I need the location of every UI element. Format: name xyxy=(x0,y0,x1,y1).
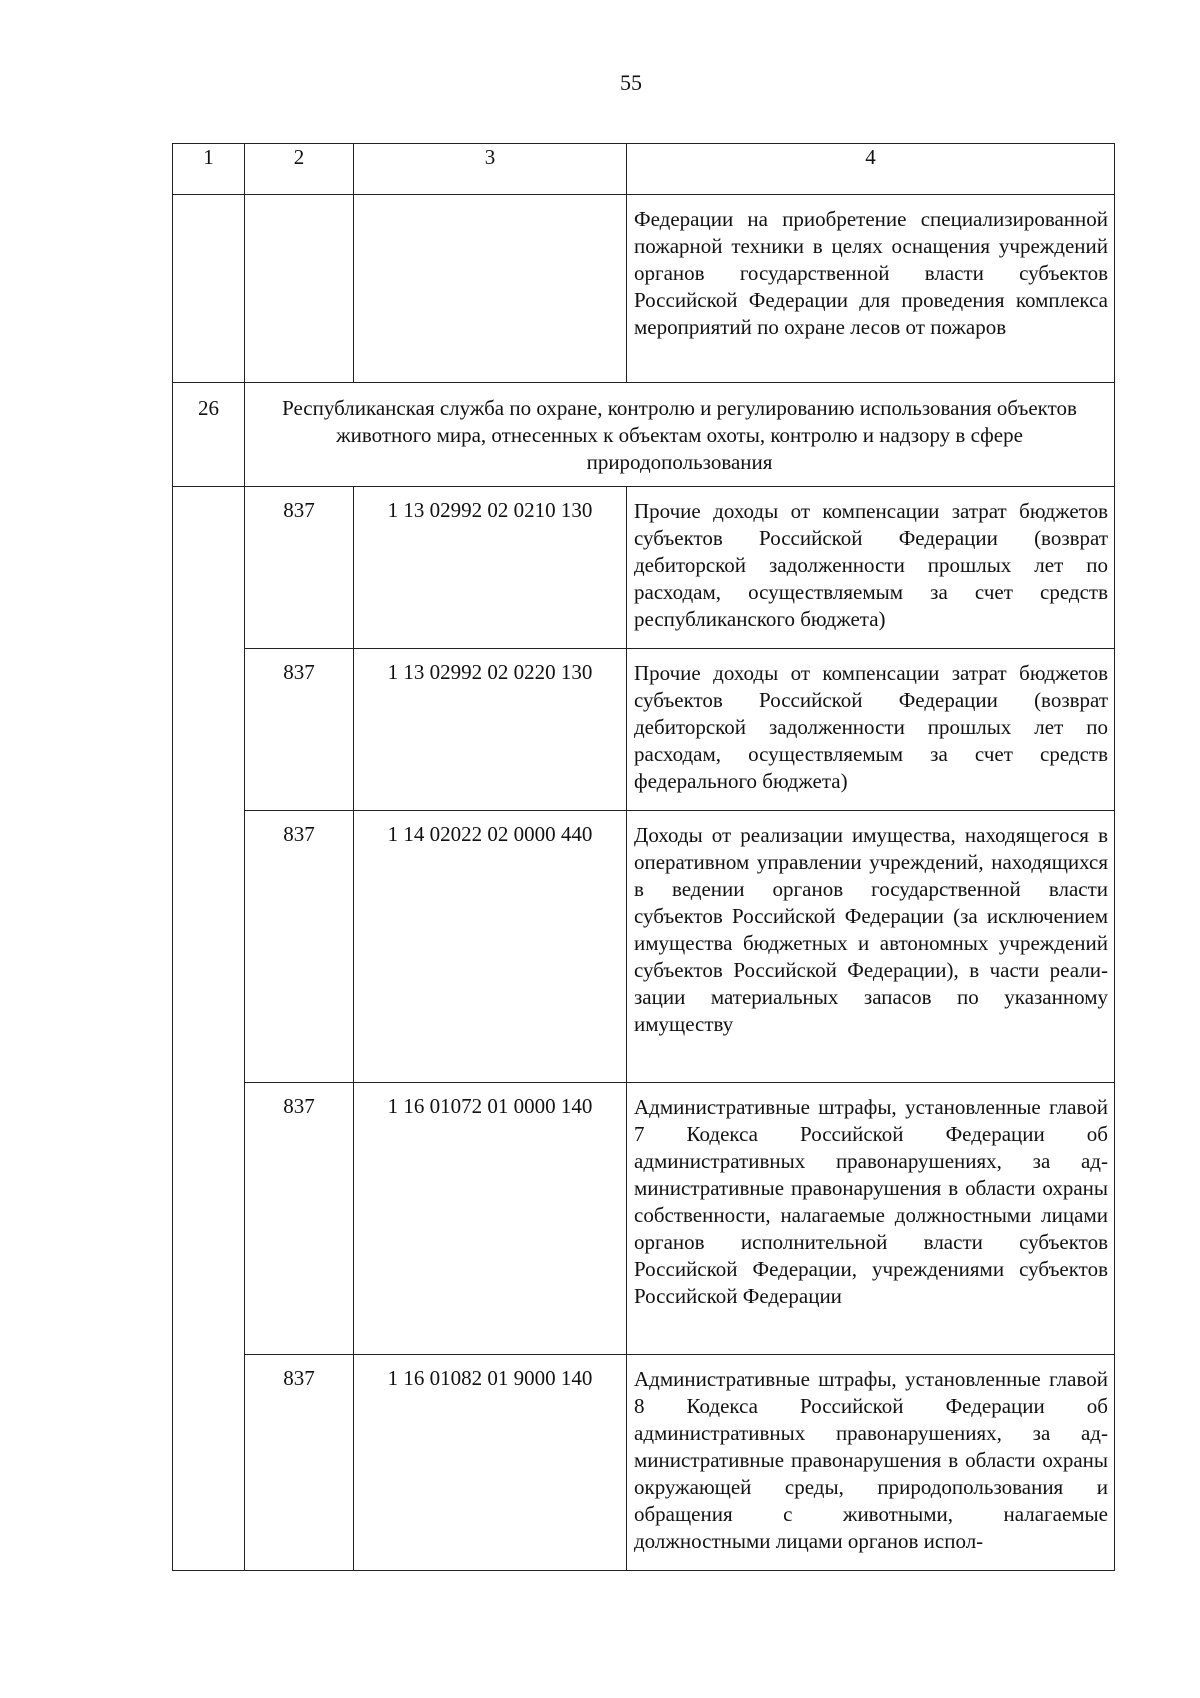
table-row xyxy=(173,649,1115,811)
empty-cell xyxy=(245,195,354,383)
table-header-row xyxy=(173,144,1115,195)
admin-code: 837 xyxy=(245,1083,354,1355)
income-codes-table xyxy=(172,143,1115,1571)
section-title: Республиканская служба по охране, контролю и регулированию использования объектов животного мира, отнесенных к объектам охоты, контролю и надзору в сфере природопользования xyxy=(245,383,1115,487)
section-row xyxy=(173,383,1115,487)
continuation-description: Федерации на приобретение специализированной пожарной техники в целях оснащения учреждений органов государственной власти субъектов Российской Федерации для проведения комплекса мероприятий по охране лесов от пожаров xyxy=(627,195,1115,383)
empty-cell xyxy=(354,195,627,383)
income-code: 1 13 02992 02 0210 130 xyxy=(354,487,627,649)
admin-code: 837 xyxy=(245,1355,354,1571)
income-description: Административные штрафы, установленные главой 8 Кодекса Российской Федерации об административных правонарушениях, за административные правонарушения в области охраны окружающей среды, природопользования и обращения с животными, налагаемые должностными лицами органов испол- xyxy=(627,1355,1115,1571)
table-row xyxy=(173,1355,1115,1571)
admin-code: 837 xyxy=(245,649,354,811)
income-code: 1 16 01082 01 9000 140 xyxy=(354,1355,627,1571)
section-number: 26 xyxy=(173,383,245,487)
header-cell-2: 2 xyxy=(245,144,354,195)
income-code: 1 14 02022 02 0000 440 xyxy=(354,811,627,1083)
header-cell-4: 4 xyxy=(627,144,1115,195)
income-description: Доходы от реализации имущества, находящегося в оперативном управлении учреждений, находящихся в ведении органов государственной власти субъектов Российской Федерации (за исключением имущества бюджетных и автономных учреждений субъектов Российской Федерации), в части реализации материальных запасов по указанному имуществу xyxy=(627,811,1115,1083)
empty-cell xyxy=(173,487,245,1571)
empty-cell xyxy=(173,195,245,383)
admin-code: 837 xyxy=(245,487,354,649)
header-cell-1: 1 xyxy=(173,144,245,195)
income-code: 1 13 02992 02 0220 130 xyxy=(354,649,627,811)
table-row xyxy=(173,811,1115,1083)
income-description: Административные штрафы, установленные главой 7 Кодекса Российской Федерации об административных правонарушениях, за административные правонарушения в области охраны собственности, налагаемые должностными лицами органов исполнительной власти субъектов Российской Федерации, учреждениями субъектов Российской Федерации xyxy=(627,1083,1115,1355)
table-row xyxy=(173,1083,1115,1355)
income-description: Прочие доходы от компенсации затрат бюджетов субъектов Российской Федерации (возврат дебиторской задолженности прошлых лет по расходам, осуществляемым за счет средств федерального бюджета) xyxy=(627,649,1115,811)
continuation-row xyxy=(173,195,1115,383)
income-description: Прочие доходы от компенсации затрат бюджетов субъектов Российской Федерации (возврат дебиторской задолженности прошлых лет по расходам, осуществляемым за счет средств республиканского бюджета) xyxy=(627,487,1115,649)
page-number: 55 xyxy=(620,70,642,95)
income-code: 1 16 01072 01 0000 140 xyxy=(354,1083,627,1355)
table-row xyxy=(173,487,1115,649)
admin-code: 837 xyxy=(245,811,354,1083)
header-cell-3: 3 xyxy=(354,144,627,195)
